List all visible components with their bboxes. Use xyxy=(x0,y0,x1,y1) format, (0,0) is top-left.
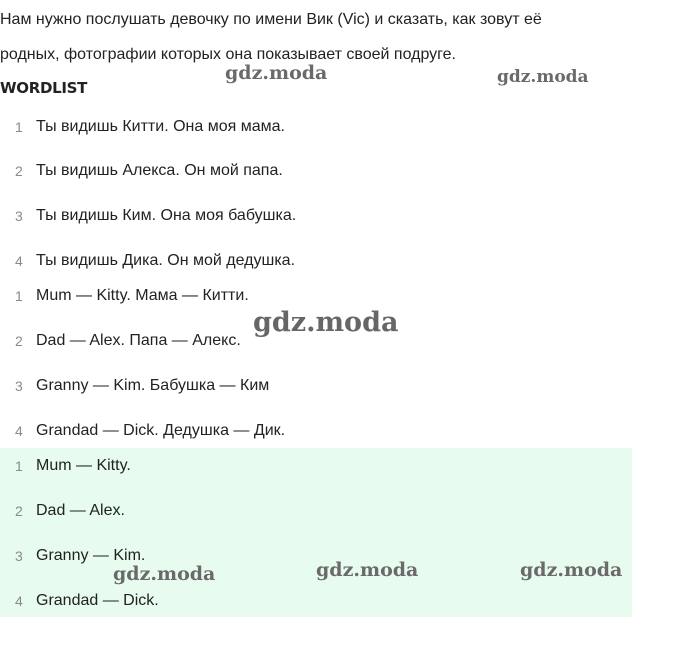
watermark: gdz.moda xyxy=(520,559,623,581)
task-description-line-1: Нам нужно послушать девочку по имени Вик (Vic) и сказать, как зовут её xyxy=(0,11,542,28)
wordlist-heading: WORDLIST xyxy=(0,79,88,97)
task-description-line-2: родных, фотографии которых она показывает своей подруге. xyxy=(0,46,456,63)
item-text: Ты видишь Дика. Он мой дедушка. xyxy=(36,252,296,269)
item-text: Grandad — Dick. Дедушка — Дик. xyxy=(36,422,286,439)
item-number: 4 xyxy=(15,593,23,609)
item-number: 3 xyxy=(15,378,23,394)
item-text: Mum — Kitty. xyxy=(36,457,131,474)
watermark: gdz.moda xyxy=(316,559,419,581)
item-text: Dad — Alex. Папа — Алекс. xyxy=(36,332,241,349)
watermark: gdz.moda xyxy=(225,62,328,84)
item-number: 3 xyxy=(15,548,23,564)
item-number: 4 xyxy=(15,253,23,269)
item-text: Grandad — Dick. xyxy=(36,592,159,609)
item-number: 1 xyxy=(15,288,23,304)
watermark: gdz.moda xyxy=(253,307,399,338)
task-description xyxy=(0,2,672,72)
item-number: 2 xyxy=(15,333,23,349)
item-number: 1 xyxy=(15,119,23,135)
item-text: Ты видишь Ким. Она моя бабушка. xyxy=(36,207,297,224)
item-number: 4 xyxy=(15,423,23,439)
item-text: Ты видишь Китти. Она моя мама. xyxy=(36,118,285,135)
item-number: 1 xyxy=(15,458,23,474)
item-text: Mum — Kitty. Мама — Китти. xyxy=(36,287,249,304)
item-number: 2 xyxy=(15,163,23,179)
watermark: gdz.moda xyxy=(497,67,589,87)
item-text: Ты видишь Алекса. Он мой папа. xyxy=(36,162,283,179)
watermark: gdz.moda xyxy=(113,563,216,585)
item-number: 2 xyxy=(15,503,23,519)
item-text: Dad — Alex. xyxy=(36,502,125,519)
item-text: Granny — Kim. xyxy=(36,547,146,564)
item-number: 3 xyxy=(15,208,23,224)
item-text: Granny — Kim. Бабушка — Ким xyxy=(36,377,270,394)
